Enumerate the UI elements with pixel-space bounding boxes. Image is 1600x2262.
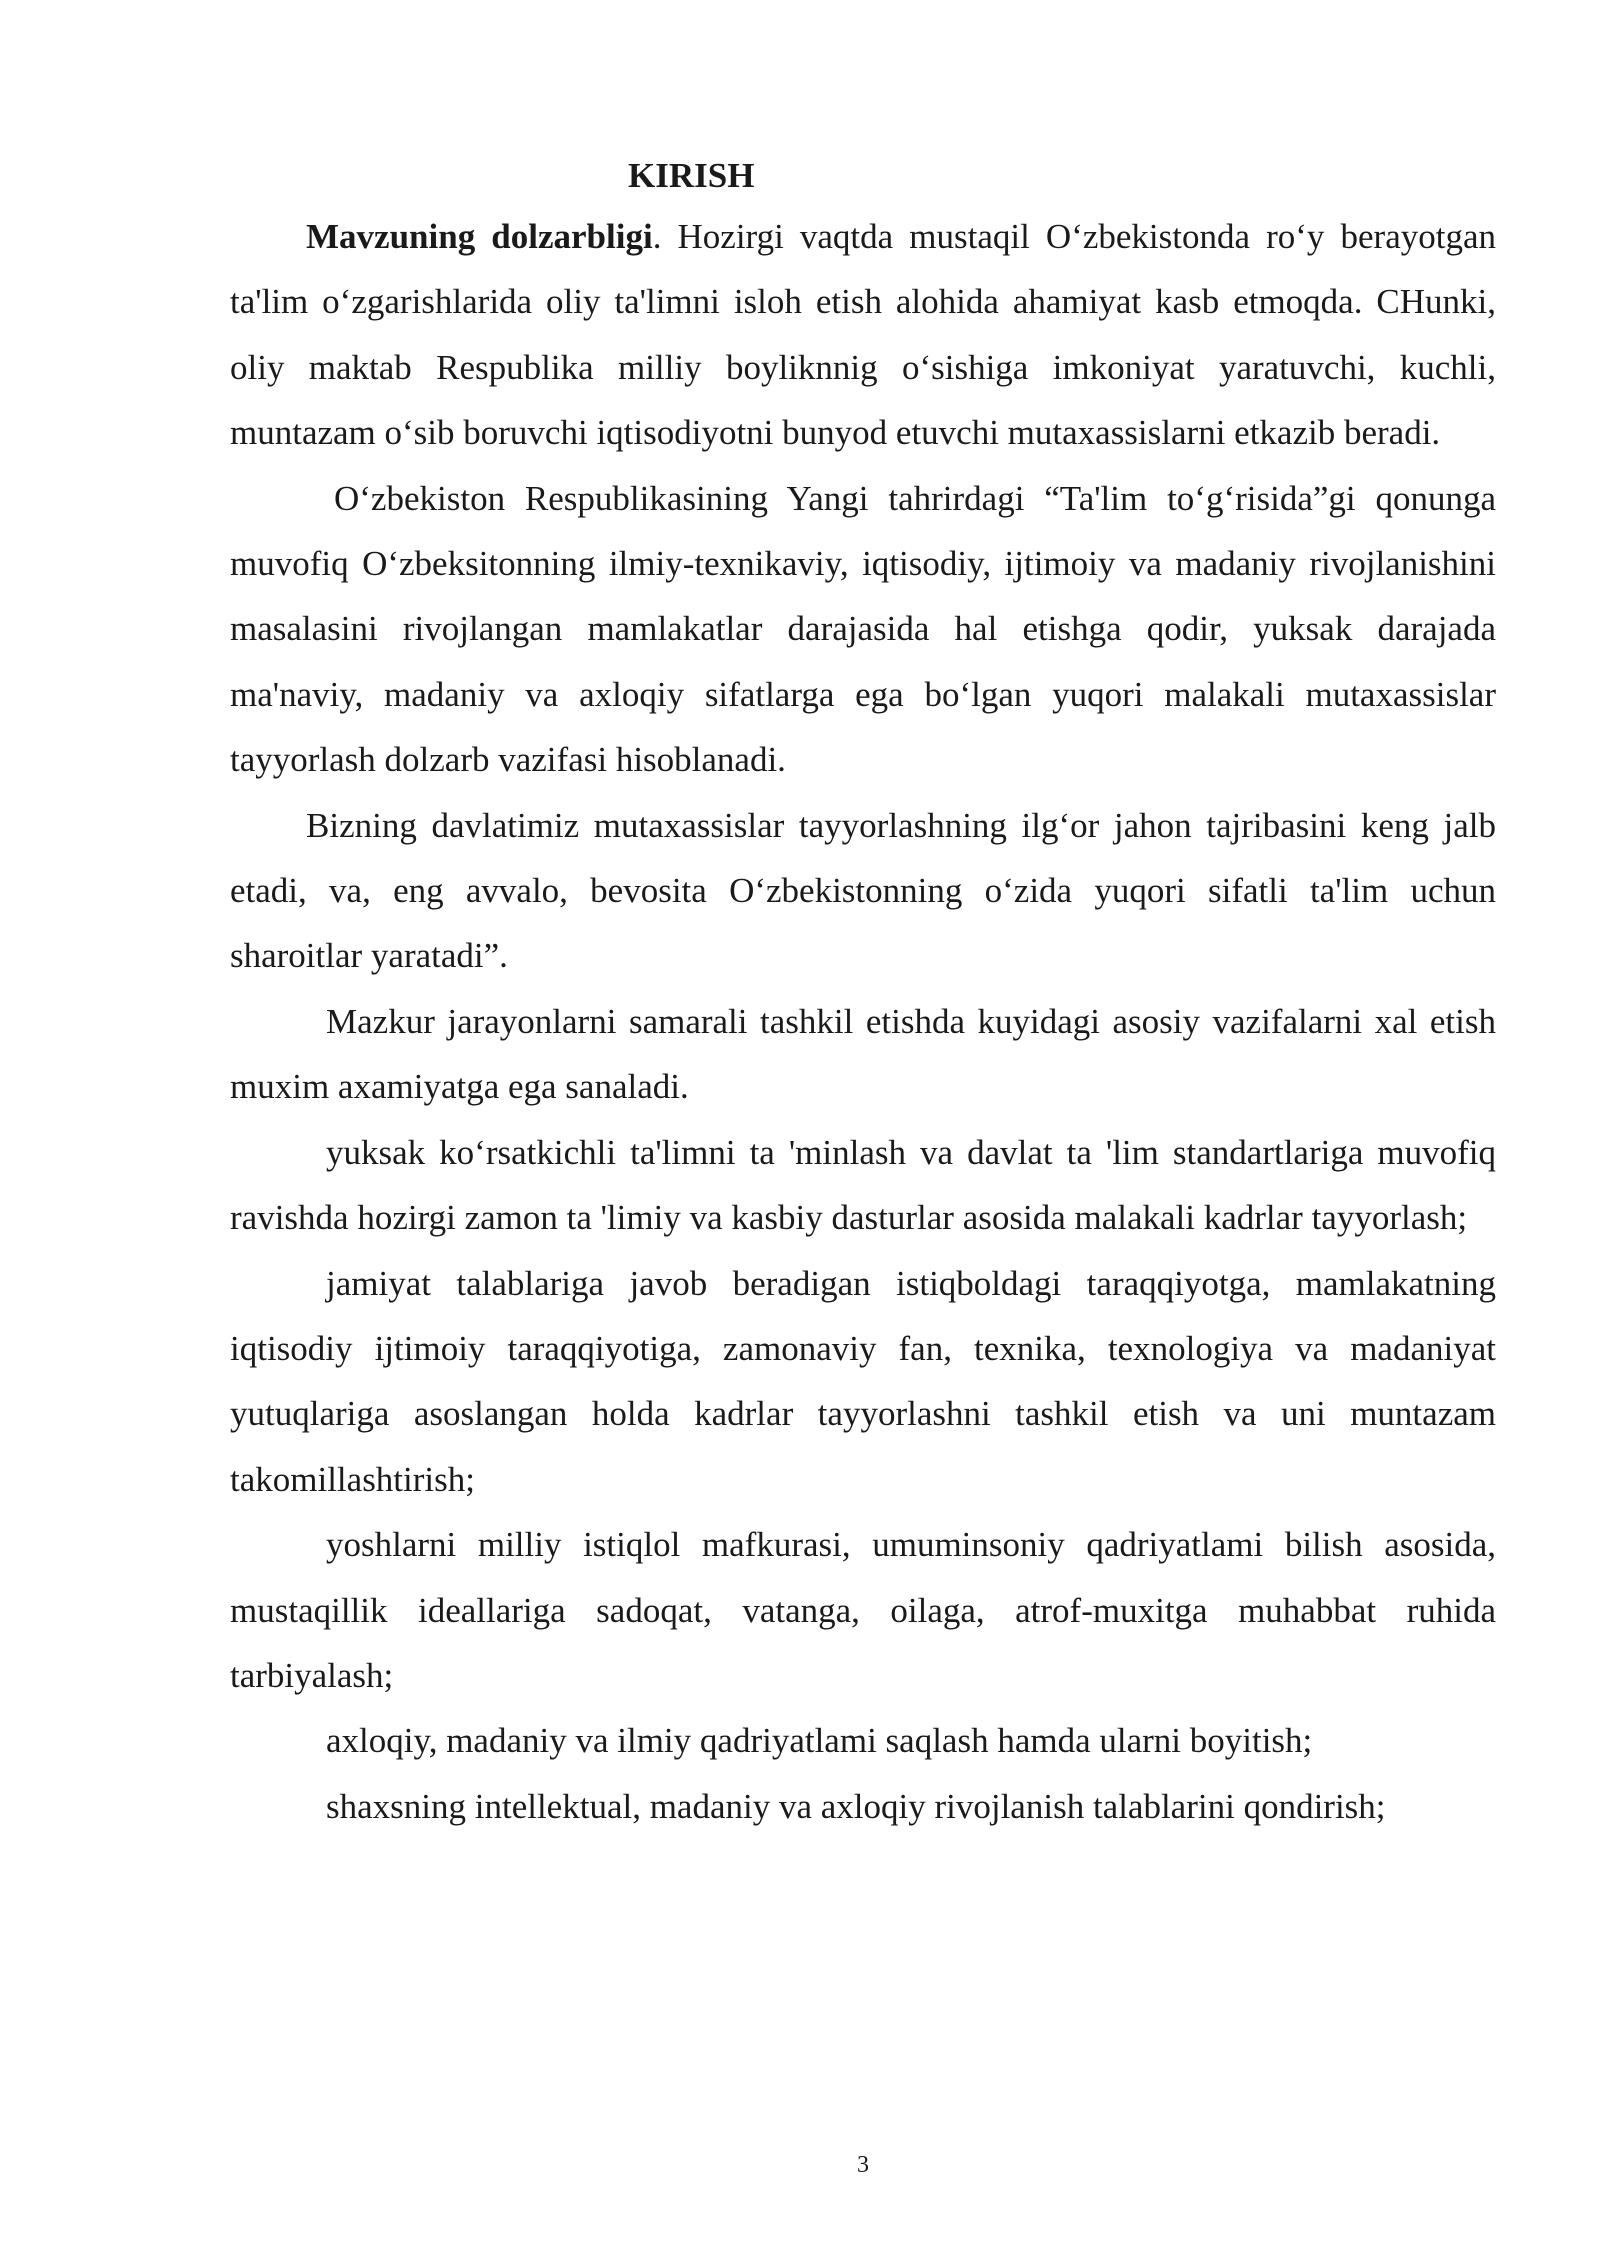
paragraph-tasks: Mazkur jarayonlarni samarali tashkil etishda kuyidagi asosiy vazifalarni xal etish muxim axamiyatga ega sanaladi. — [230, 1001, 1496, 1107]
list-item-5: shaxsning intellektual, madaniy va axloqiy rivojlanish talablarini qondirish; — [326, 1786, 1386, 1826]
paragraph-state: Bizning davlatimiz mutaxassislar tayyorlashning ilg‘or jahon tajribasini keng jalb etadi, va, eng avvalo, bevosita O‘zbekistonning o‘zida yuqori sifatli ta'lim uchun sharoitlar yaratadi”. — [230, 805, 1496, 976]
paragraph-law: O‘zbekiston Respublikasining Yangi tahrirdagi “Ta'lim to‘g‘risida”gi qonunga muvofiq O‘zbeksitonning ilmiy-texnikaviy, iqtisodiy, ijtimoiy va madaniy rivojlanishini masalasini rivojlangan mamlakatlar darajasida hal etishga qodir, yuksak darajada ma'naviy, madaniy va axloqiy sifatlarga ega bo‘lgan yuqori malakali mutaxassislar tayyorlash dolzarb vazifasi hisoblanadi. — [230, 478, 1496, 780]
list-item-3: yoshlarni milliy istiqlol mafkurasi, umuminsoniy qadriyatlami bilish asosida, mustaqillik ideallariga sadoqat, vatanga, oilaga, atrof-muxitga muhabbat ruhida tarbiyalash; — [230, 1525, 1496, 1695]
page-title: KIRISH — [628, 156, 755, 195]
list-item-4: axloqiy, madaniy va ilmiy qadriyatlami saqlash hamda ularni boyitish; — [326, 1721, 1313, 1761]
page-number: 3 — [857, 2152, 869, 2178]
list-item-2: jamiyat talablariga javob beradigan istiqboldagi taraqqiyotga, mamlakatning iqtisodiy ijtimoiy taraqqiyotiga, zamonaviy fan, texnika, texnologiya va madaniyat yutuqlariga asoslangan holda kadrlar tayyorlashni tashkil etish va uni muntazam takomillashtirish; — [230, 1263, 1496, 1499]
intro-paragraph — [230, 204, 1496, 466]
intro-text: . Hozirgi vaqtda mustaqil O‘zbekistonda ro‘y berayotgan ta'lim o‘zgarishlarida oliy ta'limni isloh etish alohida ahamiyat kasb etmoqda. CHunki, oliy maktab Respublika milliy boyliknnig o‘sishiga imkoniyat yaratuvchi, kuchli, muntazam o‘sib boruvchi iqtisodiyotni bunyod etuvchi mutaxassislarni etkazib beradi. — [230, 217, 1496, 453]
list-item-1: yuksak ko‘rsatkichli ta'limni ta 'minlash va davlat ta 'lim standartlariga muvofiq ravishda hozirgi zamon ta 'limiy va kasbiy dasturlar asosida malakali kadrlar tayyorlash; — [230, 1132, 1496, 1238]
intro-lead: Mavzuning dolzarbligi — [306, 217, 653, 256]
document-page — [230, 148, 1496, 1839]
